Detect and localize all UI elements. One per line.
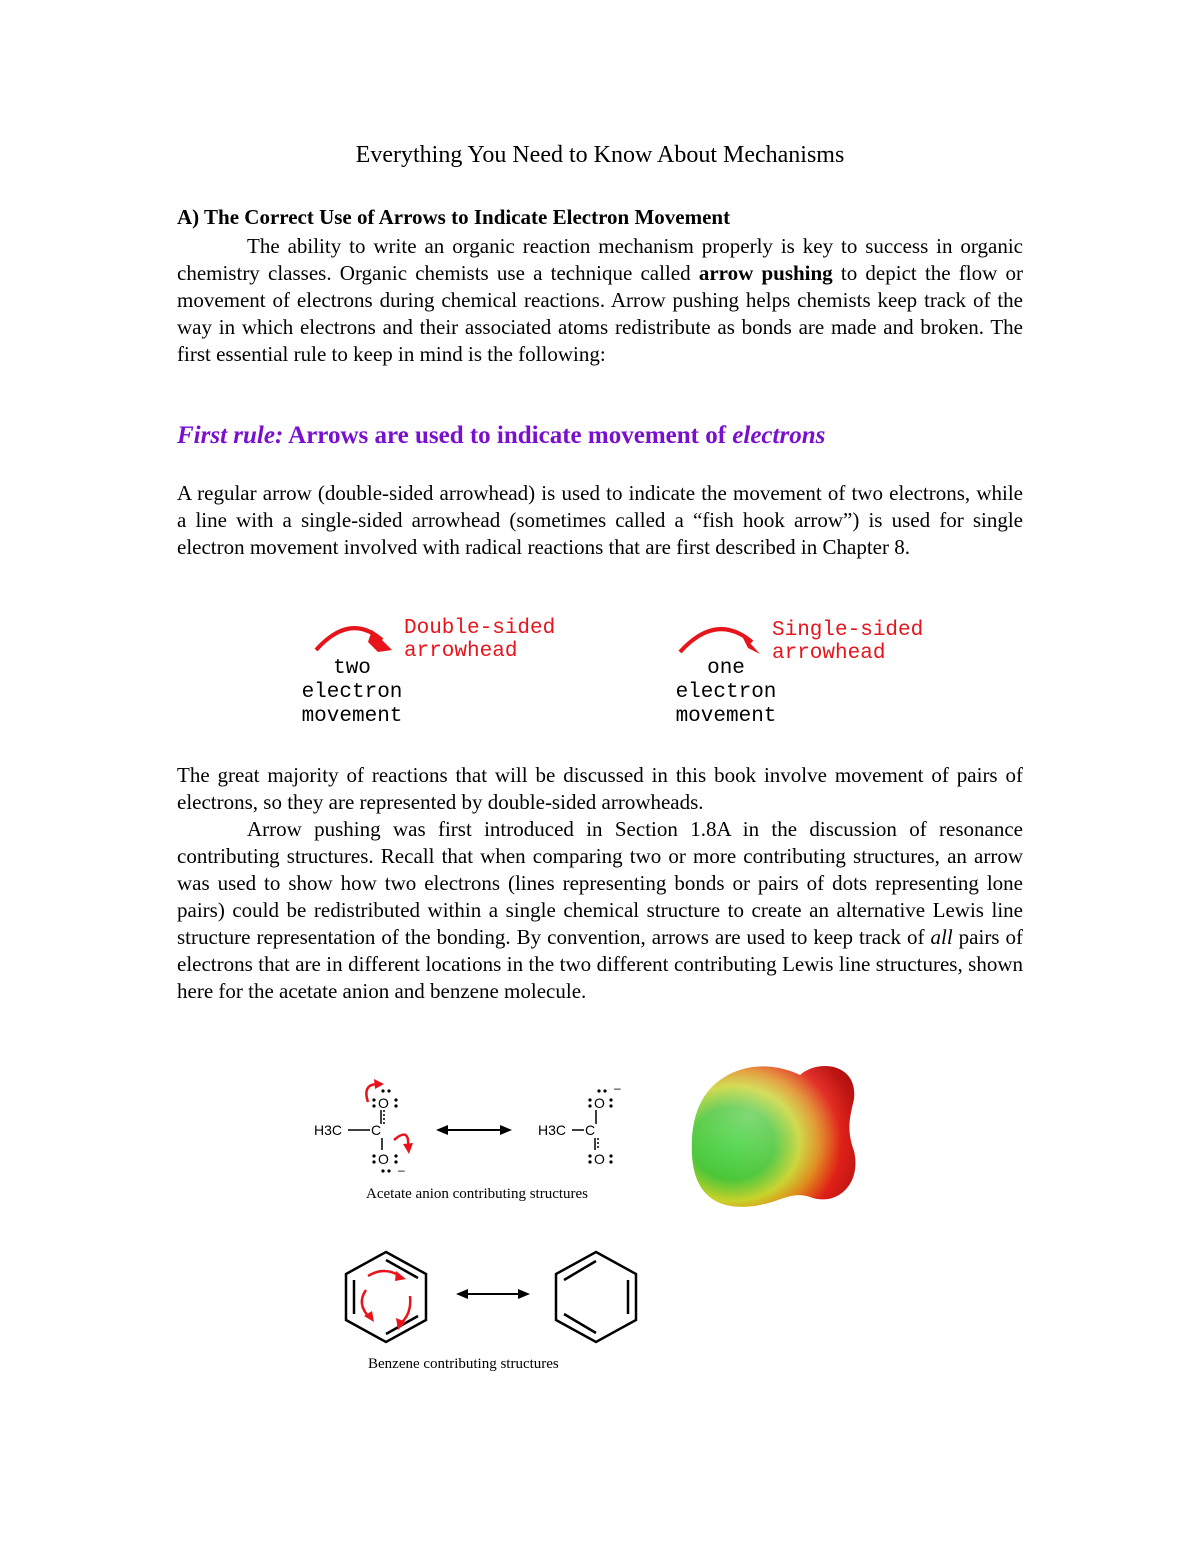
one-electron-label: one electron movement xyxy=(675,657,777,728)
benzene-structures-figure xyxy=(340,1246,650,1356)
two-electron-label: two electron movement xyxy=(301,657,403,728)
double-sided-arrow-icon xyxy=(310,618,400,658)
benzene-caption: Benzene contributing structures xyxy=(368,1356,559,1372)
svg-text:C: C xyxy=(371,1122,382,1138)
arrow-types-paragraph: A regular arrow (double-sided arrowhead) is used to indicate the movement of two electrons, while a line with a single-sided arrowhead (sometimes called a “fish hook arrow”) is used for single electron movement involved with radical reactions that are first described in Chapter 8. xyxy=(177,481,1023,559)
section-heading: A) The Correct Use of Arrows to Indicate Electron Movement xyxy=(177,205,731,229)
page-title: Everything You Need to Know About Mechanisms xyxy=(355,142,845,168)
arrow-pushing-term: arrow pushing xyxy=(698,261,833,285)
svg-text:O: O xyxy=(378,1151,389,1167)
arrow-pushing-paragraph: Arrow pushing was first introduced in Section 1.8A in the discussion of resonance contributing structures. Recall that when comparing two or more contributing structures, an arrow was used to show how two electrons (lines representing bonds or pairs of dots representing lone pairs) could be redistributed within a single chemical structure to create an alternative Lewis line structure representation of the bonding. By convention, arrows are used to keep track of all pairs of electrons that are in different locations in the two different contributing Lewis line structures, shown here for the acetate anion and benzene molecule. xyxy=(177,817,1023,1003)
acetate-structures-figure xyxy=(314,1078,674,1188)
svg-text:–: – xyxy=(398,1163,405,1177)
methyl-label: H3C xyxy=(314,1122,343,1138)
single-sided-label: Single-sided arrowhead xyxy=(772,619,924,665)
rule-heading: First rule: Arrows are used to indicate movement of electrons xyxy=(177,422,826,449)
intro-paragraph: The ability to write an organic reaction mechanism properly is key to success in organic chemistry classes. Organic chemists use a technique called arrow pushing to depict the flow or movement of electrons during chemical reactions. Arrow pushing helps chemists keep track of the way in which electrons and their associated atoms redistribute as bonds are made and broken. The first essential rule to keep in mind is the following: xyxy=(177,234,1023,366)
single-sided-arrow-icon xyxy=(674,620,764,660)
svg-text:O: O xyxy=(378,1095,389,1111)
svg-text:O: O xyxy=(594,1151,605,1167)
svg-text:H3C: H3C xyxy=(538,1122,567,1138)
majority-paragraph: The great majority of reactions that will be discussed in this book involve movement of pairs of electrons, so they are represented by double-sided arrowheads. xyxy=(177,763,1023,814)
double-sided-label: Double-sided arrowhead xyxy=(404,617,556,663)
acetate-caption: Acetate anion contributing structures xyxy=(366,1186,589,1202)
electrostatic-potential-map xyxy=(688,1055,868,1215)
svg-text:C: C xyxy=(585,1122,596,1138)
svg-text:O: O xyxy=(594,1095,605,1111)
svg-text:–: – xyxy=(614,1081,621,1095)
